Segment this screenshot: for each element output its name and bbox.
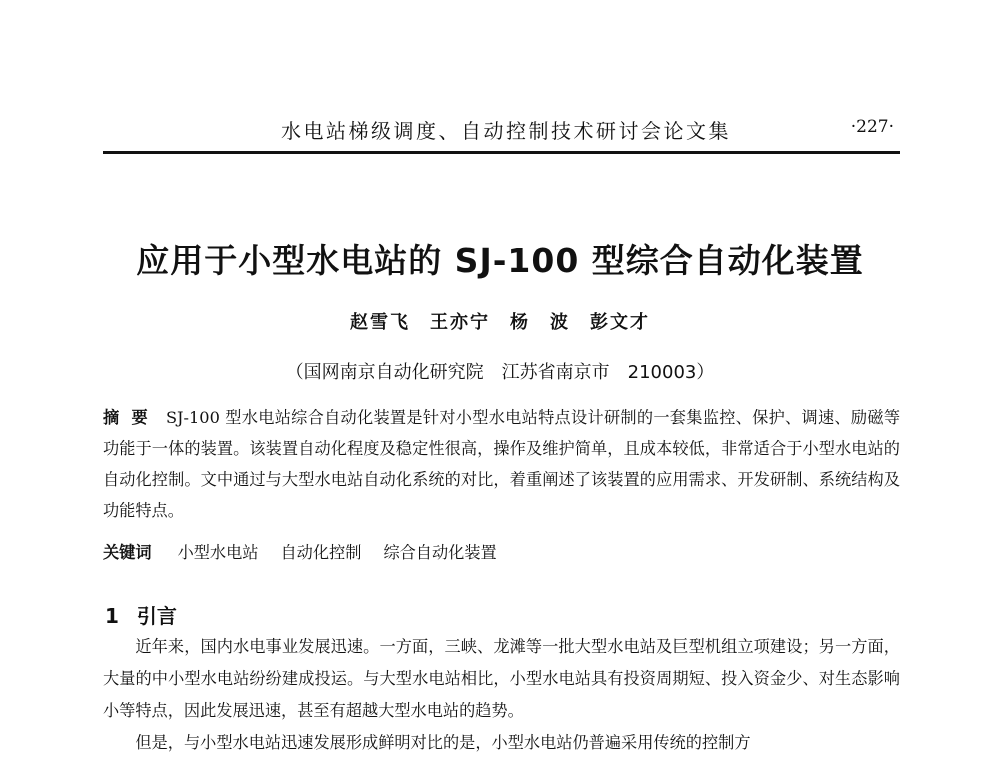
keyword: 小型水电站 <box>177 543 259 562</box>
page-number: ·227· <box>850 117 894 137</box>
paragraph: 但是，与小型水电站迅速发展形成鲜明对比的是，小型水电站仍普遍采用传统的控制方 <box>135 733 751 752</box>
keyword: 综合自动化装置 <box>383 543 497 562</box>
authors: 赵雪飞 王亦宁 杨 波 彭文才 <box>350 312 650 333</box>
affiliation: （国网南京自动化研究院 江苏省南京市 210003） <box>285 362 715 383</box>
keywords-label: 关键词 <box>103 543 152 562</box>
abstract-label: 摘要 <box>103 408 160 427</box>
paper-title: 应用于小型水电站的 SJ-100 型综合自动化装置 <box>136 241 864 280</box>
header-rule <box>103 151 900 154</box>
paragraph: 近年来，国内水电事业发展迅速。一方面，三峡、龙滩等一批大型水电站及巨型机组立项建设；另一方面，大量的中小型水电站纷纷建成投运。与大型水电站相比，小型水电站具有投资周期短、投入资金少、对生态影响小等特点，因此发展迅速，甚至有超越大型水电站的趋势。 <box>103 637 900 720</box>
section-body <box>103 631 900 759</box>
running-header <box>103 115 900 149</box>
keyword: 自动化控制 <box>280 543 362 562</box>
section-title: 引言 <box>136 604 177 628</box>
proceedings-title: 水电站梯级调度、自动控制技术研讨会论文集 <box>281 119 731 143</box>
section-heading <box>105 600 177 629</box>
section-number: 1 <box>105 604 119 628</box>
abstract-text: SJ-100 型水电站综合自动化装置是针对小型水电站特点设计研制的一套集监控、保护、调速、励磁等功能于一体的装置。该装置自动化程度及稳定性很高，操作及维护简单，且成本较低，非常适合于小型水电站的自动化控制。文中通过与大型水电站自动化系统的对比，着重阐述了该装置的应用需求、开发研制、系统结构及功能特点。 <box>103 408 901 520</box>
keywords <box>103 537 900 568</box>
abstract <box>103 402 900 526</box>
